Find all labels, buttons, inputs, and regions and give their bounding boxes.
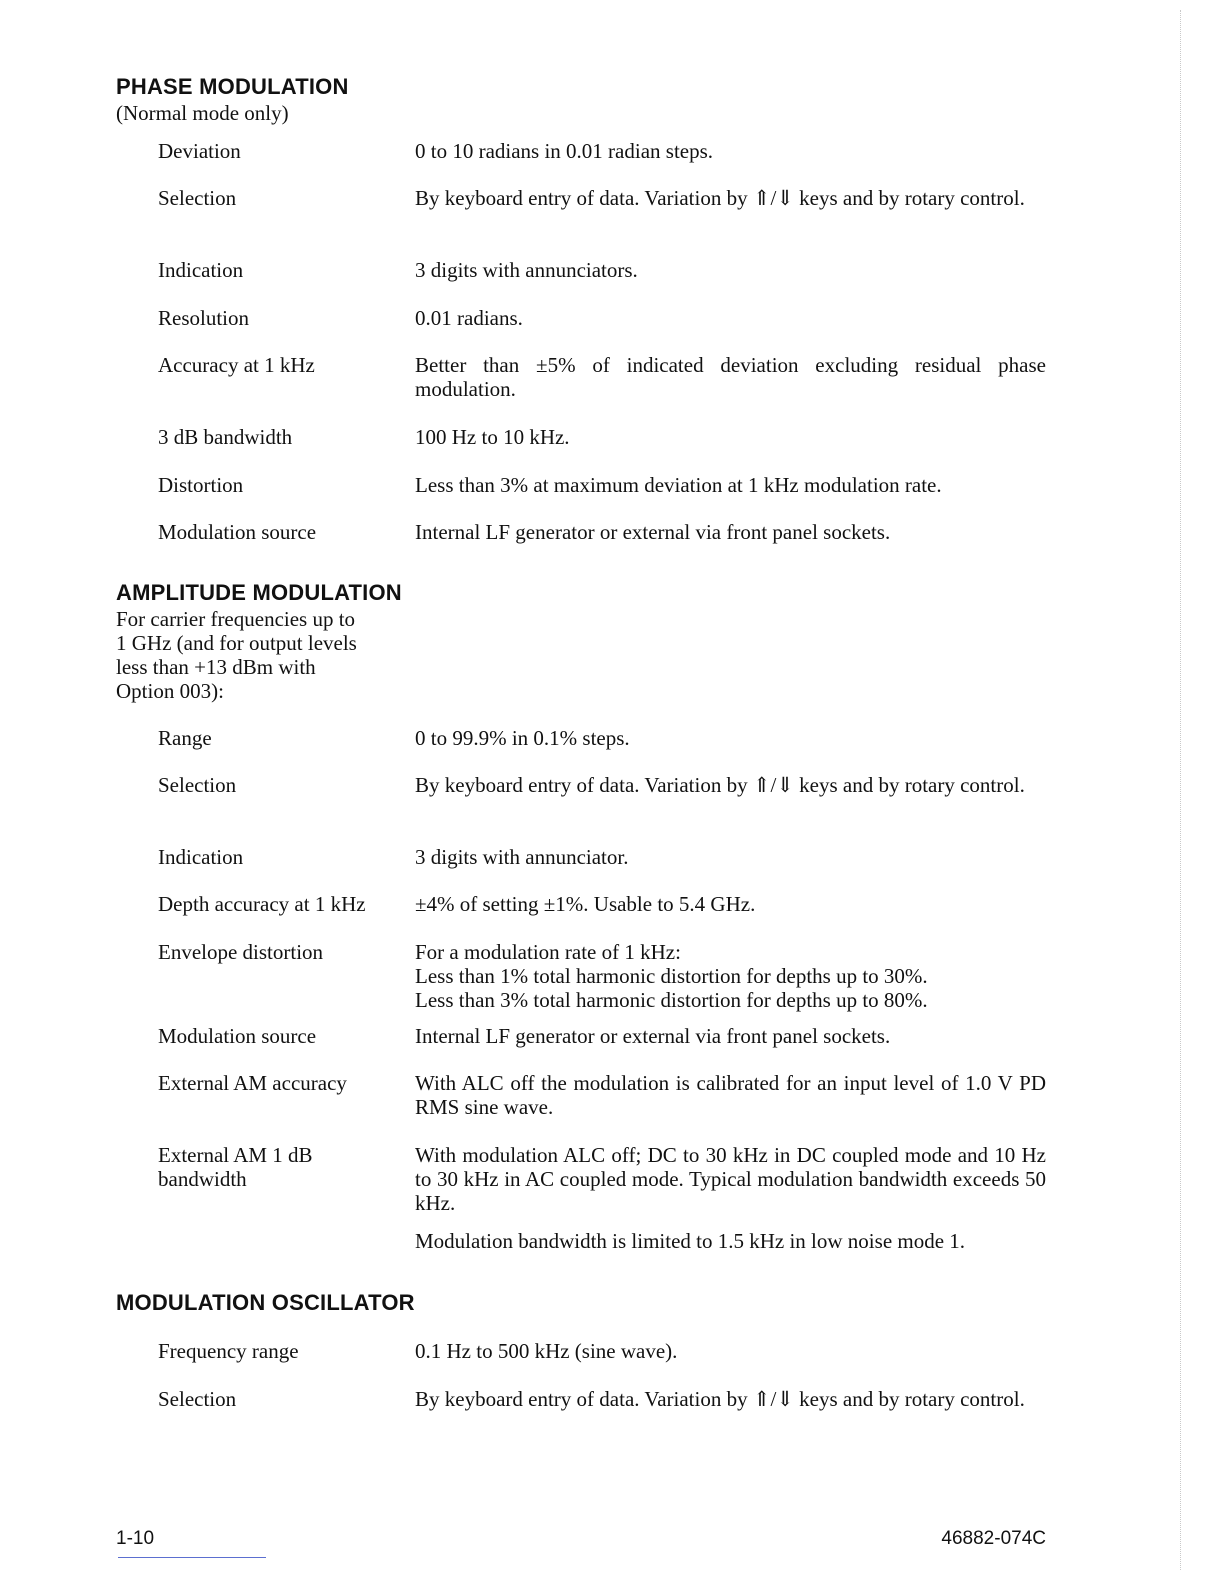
spec-label: External AM accuracy [158,1071,347,1095]
spec-label: Envelope distortion [158,940,324,964]
document-number: 46882-074C [941,1528,1046,1549]
spec-value: Less than 3% at maximum deviation at 1 kHz modulation rate. [415,473,942,497]
section-intro-amplitude-modulation: For carrier frequencies up to 1 GHz (and for output levels less than +13 dBm with Option 003): [116,607,357,703]
spec-label: Selection [158,1387,237,1411]
spec-label: Selection [158,186,237,210]
section-title-phase-modulation: PHASE MODULATION [116,74,349,99]
spec-label: Accuracy at 1 kHz [158,353,315,377]
spec-label: Modulation source [158,1024,317,1048]
spec-label: Indication [158,845,244,869]
spec-label: Frequency range [158,1339,299,1363]
section-title-modulation-oscillator: MODULATION OSCILLATOR [116,1290,415,1315]
section-title-amplitude-modulation: AMPLITUDE MODULATION [116,580,402,605]
spec-value: 100 Hz to 10 kHz. [415,425,570,449]
spec-value: Internal LF generator or external via front panel sockets. [415,1024,891,1048]
page-number: 1-10 [116,1528,155,1549]
spec-label: Distortion [158,473,244,497]
section-intro-phase-modulation: (Normal mode only) [116,101,289,125]
spec-label: Deviation [158,139,241,163]
spec-label: Range [158,726,212,750]
spec-value: ±4% of setting ±1%. Usable to 5.4 GHz. [415,892,756,916]
footer-rule [118,1557,266,1558]
spec-value: 3 digits with annunciators. [415,258,638,282]
spec-value: Internal LF generator or external via front panel sockets. [415,520,891,544]
spec-value: With modulation ALC off; DC to 30 kHz in DC coupled mode and 10 Hz to 30 kHz in AC coupled mode. Typical modulation bandwidth exceeds 50 kHz. Modulation bandwidth is limited to 1.5 kHz in low noise mode 1. [415,1143,1046,1253]
spec-label: Depth accuracy at 1 kHz [158,892,366,916]
spec-label: Selection [158,773,237,797]
spec-value: By keyboard entry of data. Variation by ⇑/⇓ keys and by rotary control. [415,773,1025,797]
spec-value: Better than ±5% of indicated deviation excluding residual phase modulation. [415,353,1046,401]
spec-label: 3 dB bandwidth [158,425,293,449]
spec-value: For a modulation rate of 1 kHz: Less than 1% total harmonic distortion for depths up to 30%. Less than 3% total harmonic distortion for depths up to 80%. [415,940,928,1012]
spec-value: 0.01 radians. [415,306,523,330]
spec-value: With ALC off the modulation is calibrated for an input level of 1.0 V PD RMS sine wave. [415,1071,1046,1119]
spec-label: Resolution [158,306,250,330]
spec-value: 3 digits with annunciator. [415,845,629,869]
scan-edge-line [1180,10,1181,1570]
spec-label: Modulation source [158,520,317,544]
spec-value: 0 to 99.9% in 0.1% steps. [415,726,630,750]
spec-value: By keyboard entry of data. Variation by ⇑/⇓ keys and by rotary control. [415,1387,1025,1411]
spec-value: 0.1 Hz to 500 kHz (sine wave). [415,1339,678,1363]
spec-label: External AM 1 dB bandwidth [158,1143,313,1191]
spec-value: By keyboard entry of data. Variation by ⇑/⇓ keys and by rotary control. [415,186,1025,210]
spec-label: Indication [158,258,244,282]
spec-value: 0 to 10 radians in 0.01 radian steps. [415,139,714,163]
